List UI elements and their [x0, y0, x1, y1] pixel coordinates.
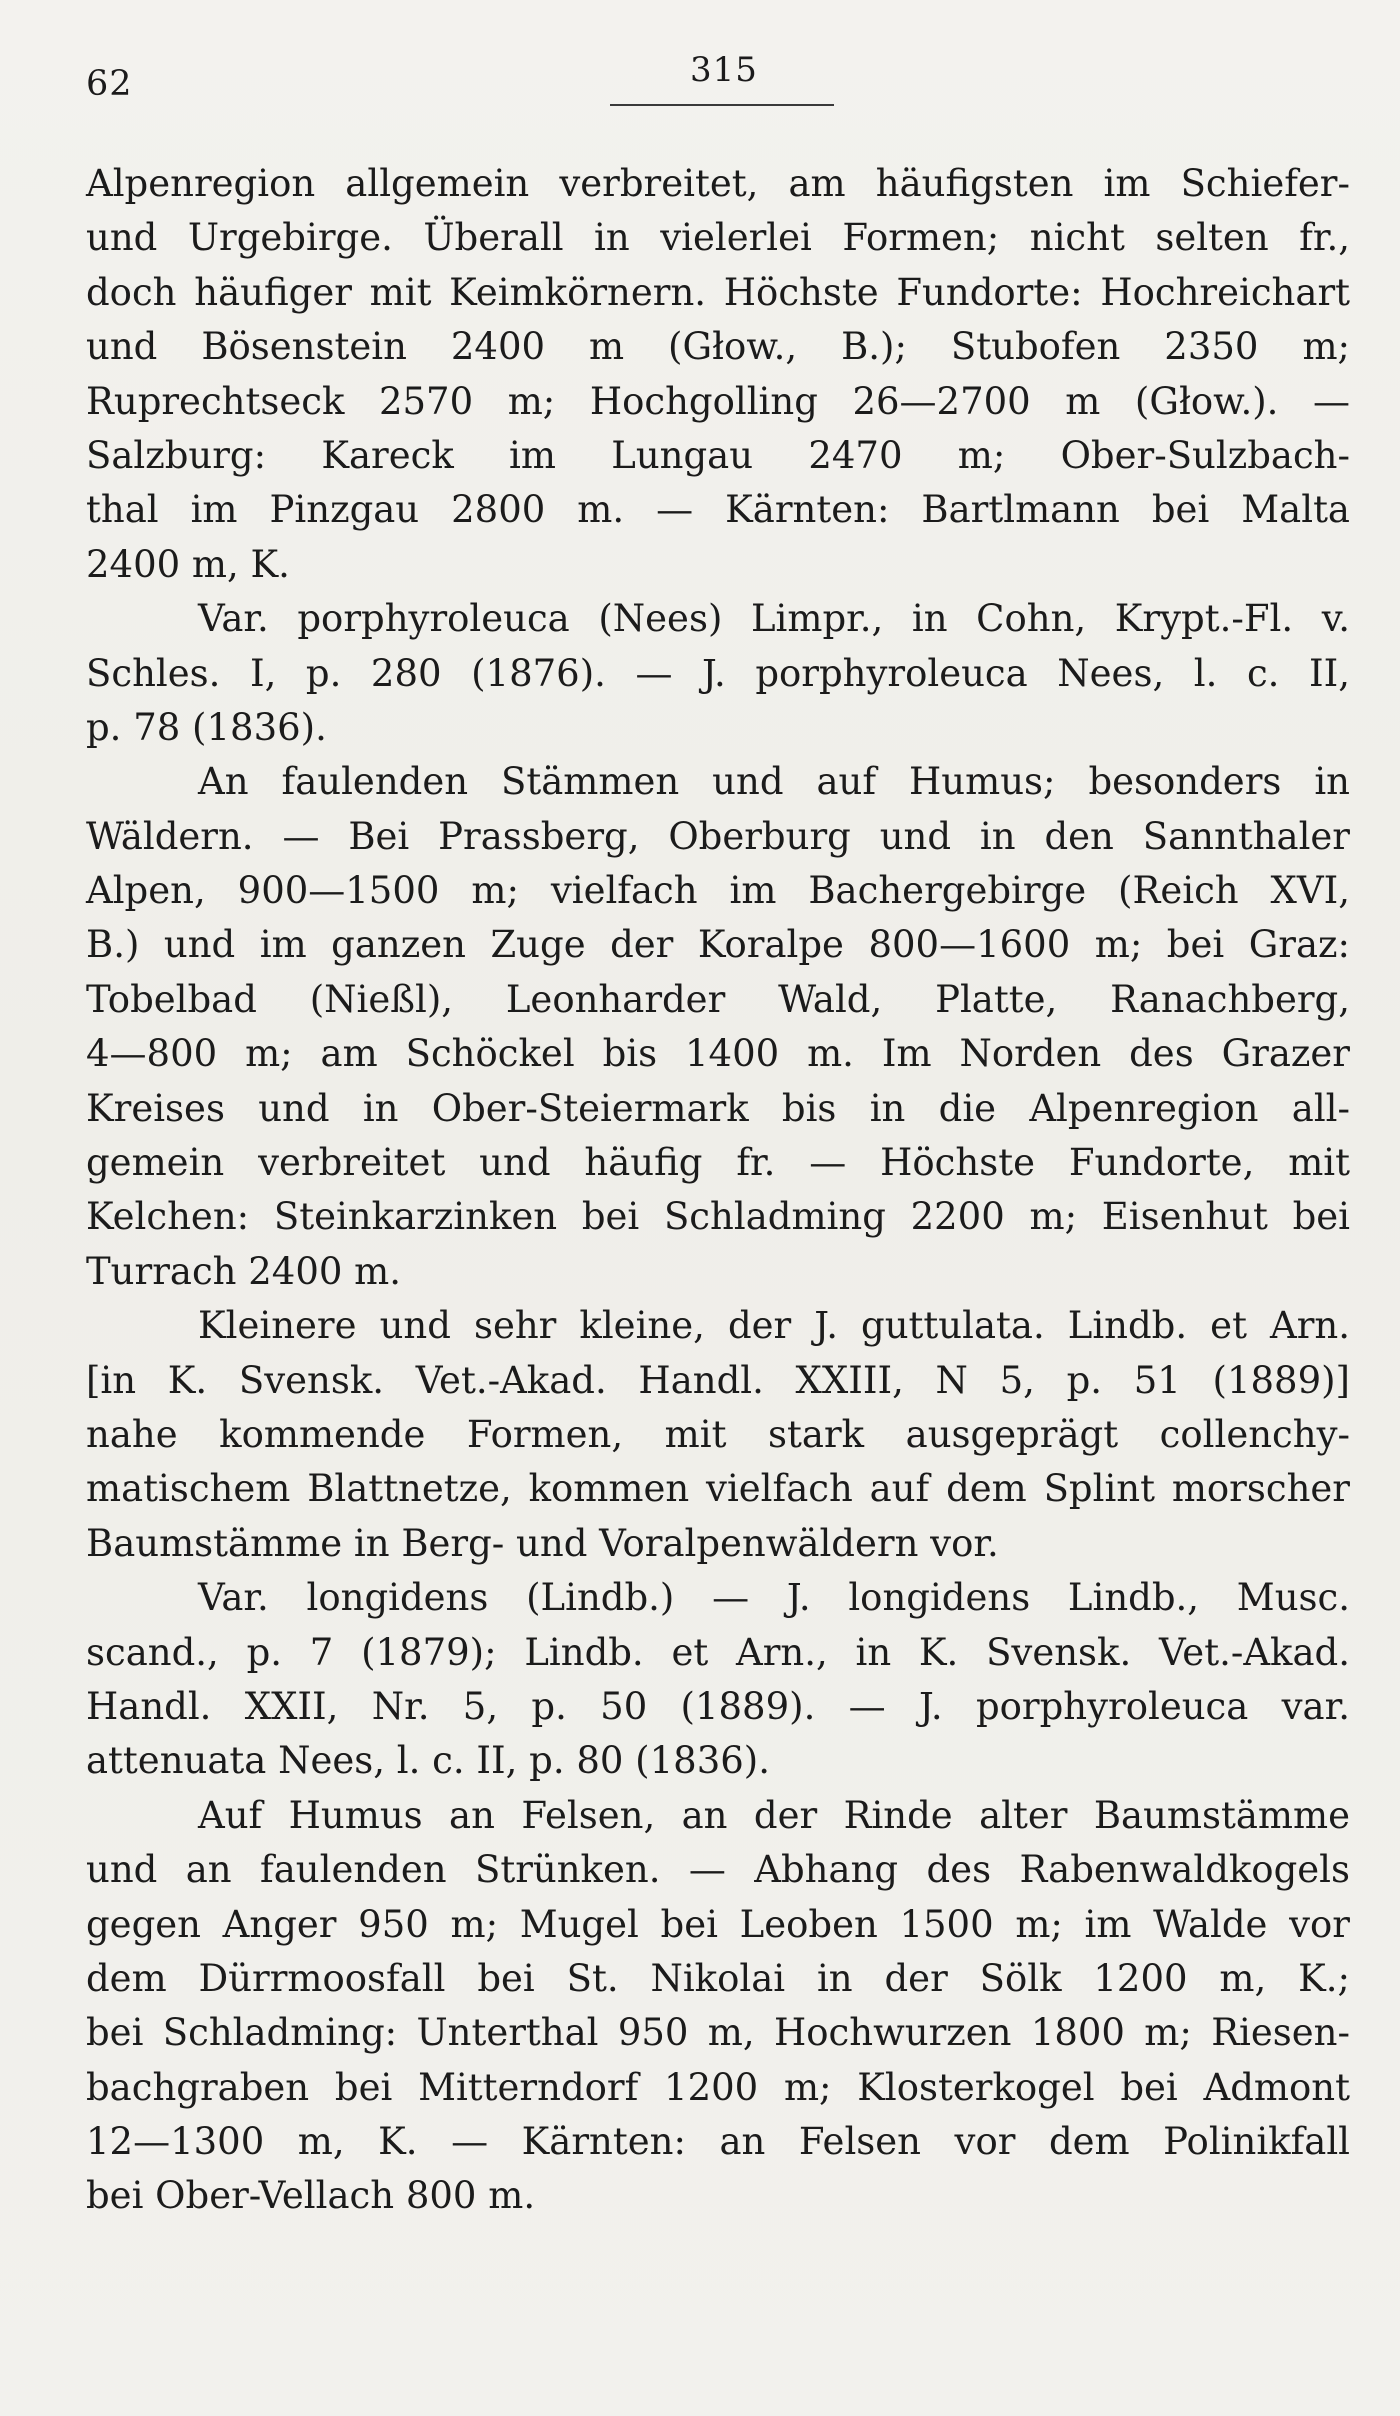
text-line: attenuata Nees, l. c. II, p. 80 (1836).: [86, 1739, 770, 1783]
text-line: 12—1300 m, K. — Kärnten: an Felsen vor dem Polinikfall: [86, 2120, 1350, 2164]
page-number-center: 315: [690, 50, 758, 90]
text-line: dem Dürrmoosfall bei St. Nikolai in der Sölk 1200 m, K.;: [86, 1956, 1350, 2000]
text-line: 2400 m, K.: [86, 542, 290, 586]
text-line: Baumstämme in Berg- und Voralpenwäldern vor.: [86, 1521, 999, 1565]
text-line: [in K. Svensk. Vet.-Akad. Handl. XXIII, N 5, p. 51 (1889)]: [86, 1358, 1350, 1402]
text-line: Wäldern. — Bei Prassberg, Oberburg und in den Sannthaler: [86, 814, 1350, 858]
text-line: An faulenden Stämmen und auf Humus; besonders in: [198, 760, 1350, 804]
text-line: bachgraben bei Mitterndorf 1200 m; Klosterkogel bei Admont: [86, 2065, 1350, 2109]
text-line: und an faulenden Strünken. — Abhang des Rabenwaldkogels: [86, 1848, 1350, 1892]
text-line: Alpen, 900—1500 m; vielfach im Bachergebirge (Reich XVI,: [86, 869, 1350, 913]
body-text: [86, 157, 1350, 2224]
text-line: bei Schladming: Unterthal 950 m, Hochwurzen 1800 m; Riesen-: [86, 2011, 1350, 2055]
text-line: gegen Anger 950 m; Mugel bei Leoben 1500 m; im Walde vor: [86, 1902, 1350, 1946]
text-line: Auf Humus an Felsen, an der Rinde alter Baumstämme: [198, 1793, 1350, 1837]
text-line: matischem Blattnetze, kommen vielfach auf dem Splint morscher: [86, 1467, 1350, 1511]
text-line: B.) und im ganzen Zuge der Koralpe 800—1600 m; bei Graz:: [86, 923, 1350, 967]
text-line: und Urgebirge. Überall in vielerlei Formen; nicht selten fr.,: [86, 216, 1350, 260]
text-line: doch häufiger mit Keimkörnern. Höchste Fundorte: Hochreichart: [86, 270, 1350, 314]
text-line: Kleinere und sehr kleine, der J. guttulata. Lindb. et Arn.: [198, 1304, 1350, 1348]
text-line: Handl. XXII, Nr. 5, p. 50 (1889). — J. porphyroleuca var.: [86, 1684, 1350, 1728]
text-line: Salzburg: Kareck im Lungau 2470 m; Ober-Sulzbach-: [86, 433, 1350, 477]
text-line: p. 78 (1836).: [86, 705, 327, 749]
text-line: Var. porphyroleuca (Nees) Limpr., in Cohn, Krypt.-Fl. v.: [198, 597, 1350, 641]
text-line: scand., p. 7 (1879); Lindb. et Arn., in K. Svensk. Vet.-Akad.: [86, 1630, 1350, 1674]
text-line: gemein verbreitet und häufig fr. — Höchste Fundorte, mit: [86, 1141, 1350, 1185]
text-line: Schles. I, p. 280 (1876). — J. porphyroleuca Nees, l. c. II,: [86, 651, 1350, 695]
text-line: Tobelbad (Nießl), Leonharder Wald, Platte, Ranachberg,: [86, 977, 1350, 1021]
text-line: nahe kommende Formen, mit stark ausgeprägt collenchy-: [86, 1412, 1350, 1456]
text-line: Turrach 2400 m.: [86, 1249, 402, 1293]
text-line: Kreises und in Ober-Steiermark bis in die Alpenregion all-: [86, 1086, 1350, 1130]
text-line: thal im Pinzgau 2800 m. — Kärnten: Bartlmann bei Malta: [86, 488, 1350, 532]
text-line: Var. longidens (Lindb.) — J. longidens Lindb., Musc.: [198, 1576, 1350, 1620]
text-line: und Bösenstein 2400 m (Głow., B.); Stubofen 2350 m;: [86, 325, 1350, 369]
text-line: Ruprechtseck 2570 m; Hochgolling 26—2700 m (Głow.). —: [86, 379, 1350, 423]
text-line: Kelchen: Steinkarzinken bei Schladming 2200 m; Eisenhut bei: [86, 1195, 1350, 1239]
header-rule: [610, 104, 834, 106]
text-line: Alpenregion allgemein verbreitet, am häufigsten im Schiefer-: [86, 162, 1350, 205]
text-line: bei Ober-Vellach 800 m.: [86, 2174, 536, 2218]
page-number-left: 62: [86, 64, 133, 104]
text-line: 4—800 m; am Schöckel bis 1400 m. Im Norden des Grazer: [86, 1032, 1350, 1076]
